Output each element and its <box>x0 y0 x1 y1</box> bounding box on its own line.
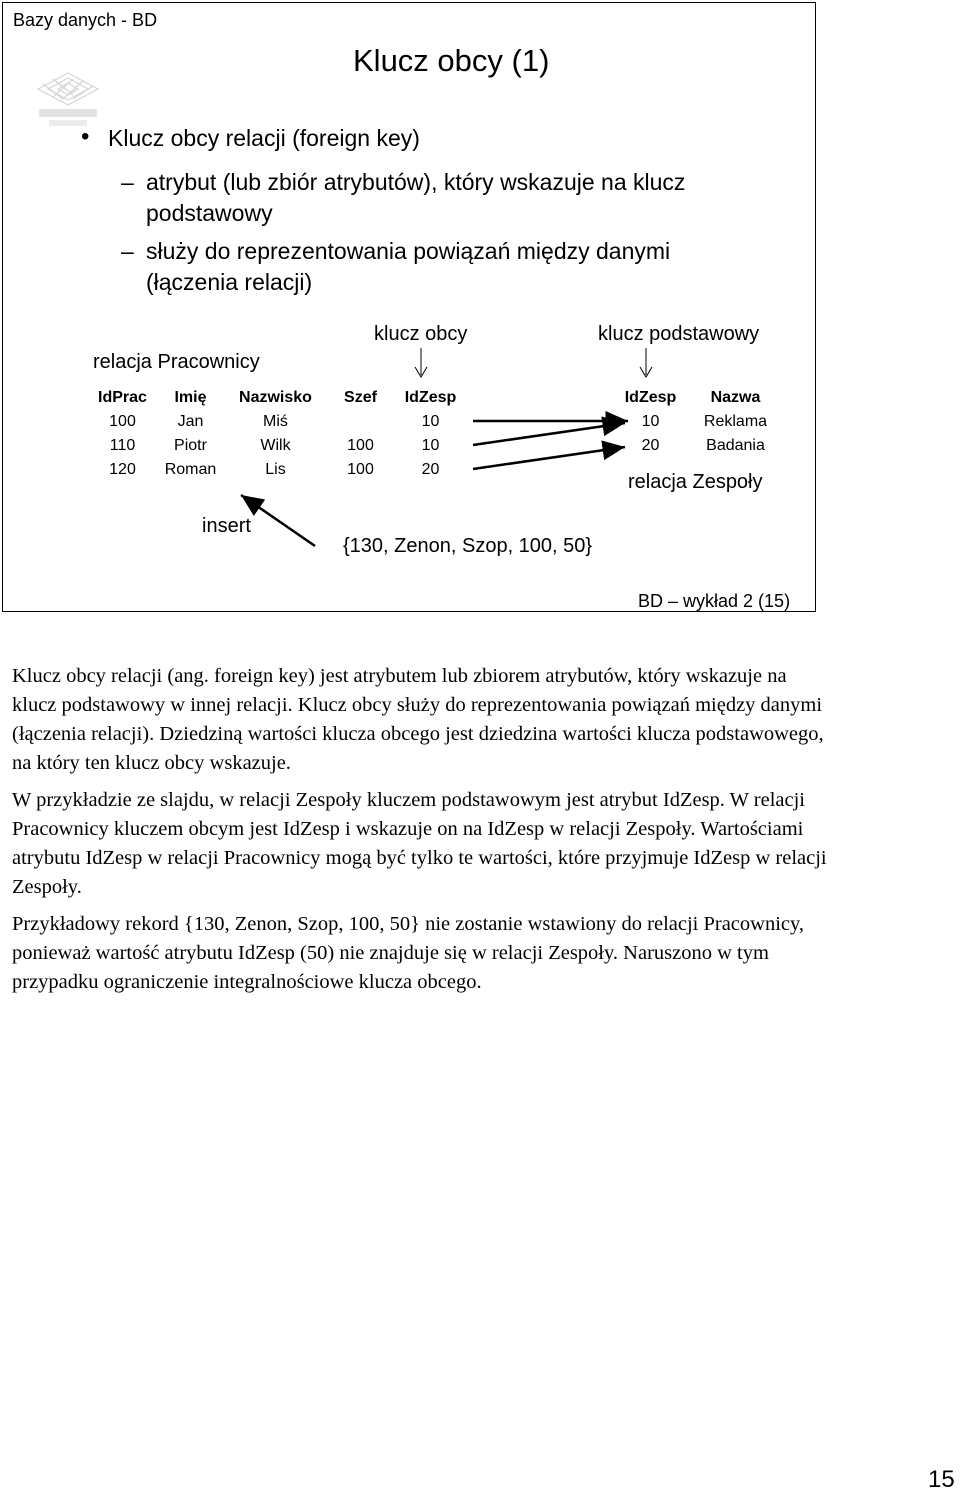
bullet-main: Klucz obcy relacji (foreign key) <box>108 125 420 151</box>
label-relation-pracownicy: relacja Pracownicy <box>93 351 260 373</box>
col-header-nazwa: Nazwa <box>710 389 761 406</box>
col-header-nazwisko: Nazwisko <box>239 389 312 406</box>
label-relation-zespoly: relacja Zespoły <box>628 471 763 493</box>
insert-record: {130, Zenon, Szop, 100, 50} <box>343 535 593 557</box>
insert-label: insert <box>202 515 251 537</box>
table-cell: 20 <box>421 461 440 478</box>
sub-bullet-2-line-2: (łączenia relacji) <box>146 269 313 295</box>
slide <box>2 2 816 612</box>
sub-bullet-2-line-1: służy do reprezentowania powiązań między danymi <box>146 238 671 264</box>
table-cell: 20 <box>641 437 660 454</box>
sub-bullet-1-line-2: podstawowy <box>146 200 273 226</box>
bullet-dot-icon: • <box>81 123 90 150</box>
table-cell: Lis <box>265 461 286 478</box>
lecture-notes <box>12 662 832 1005</box>
diagram-arrows <box>3 3 817 613</box>
sub-bullet-1-line-1: atrybut (lub zbiór atrybutów), który wskazuje na klucz <box>146 169 686 195</box>
col-header-idprac: IdPrac <box>98 389 147 406</box>
table-cell: Jan <box>177 413 204 430</box>
page-number: 15 <box>928 1466 955 1493</box>
label-foreign-key: klucz obcy <box>374 323 468 345</box>
table-cell: 120 <box>109 461 136 478</box>
table-cell: 100 <box>109 413 136 430</box>
table-cell: 100 <box>347 437 374 454</box>
table-cell: 10 <box>421 437 440 454</box>
label-primary-key: klucz podstawowy <box>598 323 760 345</box>
arrow-down-foreign-key-icon <box>415 348 427 377</box>
notes-paragraph-3: Przykładowy rekord {130, Zenon, Szop, 100, 50} nie zostanie wstawiony do relacji Pracownicy, ponieważ wartość atrybutu IdZesp (50) nie znajduje się w relacji Zespoły. Naruszono w tym przypadku ograniczenie integralnościowe klucza obcego. <box>12 913 805 993</box>
table-cell: Roman <box>164 461 217 478</box>
arrow-down-primary-key-icon <box>640 348 652 377</box>
fk-arrow-row-2 <box>473 423 625 445</box>
dash-2: – <box>121 238 134 264</box>
insert-arrow <box>241 495 315 546</box>
notes-paragraph-1: Klucz obcy relacji (ang. foreign key) jest atrybutem lub zbiorem atrybutów, który wskazuje na klucz podstawowy w innej relacji. Klucz obcy służy do reprezentowania powiązań między danymi (łączenia relacji). Dziedziną wartości klucza obcego jest dziedzina wartości klucza podstawowego, na który ten klucz obcy wskazuje. <box>12 665 824 774</box>
table-cell: Wilk <box>260 437 291 454</box>
table-cell: 10 <box>421 413 440 430</box>
dash-1: – <box>121 169 134 195</box>
slide-footer: BD – wykład 2 (15) <box>638 591 791 611</box>
col-header-idzesp: IdZesp <box>404 389 457 406</box>
col-header-imie: Imię <box>174 389 207 406</box>
col-header-szef: Szef <box>344 389 377 406</box>
col-header-idzesp-zespoly: IdZesp <box>624 389 677 406</box>
table-cell: 10 <box>641 413 660 430</box>
slide-header: Bazy danych - BD <box>13 10 158 30</box>
table-cell: Reklama <box>703 413 768 430</box>
notes-paragraph-2: W przykładzie ze slajdu, w relacji Zespoły kluczem podstawowym jest atrybut IdZesp. W relacji Pracownicy kluczem obcym jest IdZesp i wskazuje on na IdZesp w relacji Zespoły. Wartościami atrybutu IdZesp w relacji Pracownicy mogą być tylko te wartości, które przyjmuje IdZesp w relacji Zespoły. <box>12 789 827 898</box>
table-cell: 100 <box>347 461 374 478</box>
fk-arrow-row-3 <box>473 447 625 469</box>
table-cell: Badania <box>706 437 765 454</box>
slide-title: Klucz obcy (1) <box>353 43 550 78</box>
table-cell: Miś <box>263 413 288 430</box>
table-cell: 110 <box>109 437 136 454</box>
table-cell: Piotr <box>174 437 207 454</box>
